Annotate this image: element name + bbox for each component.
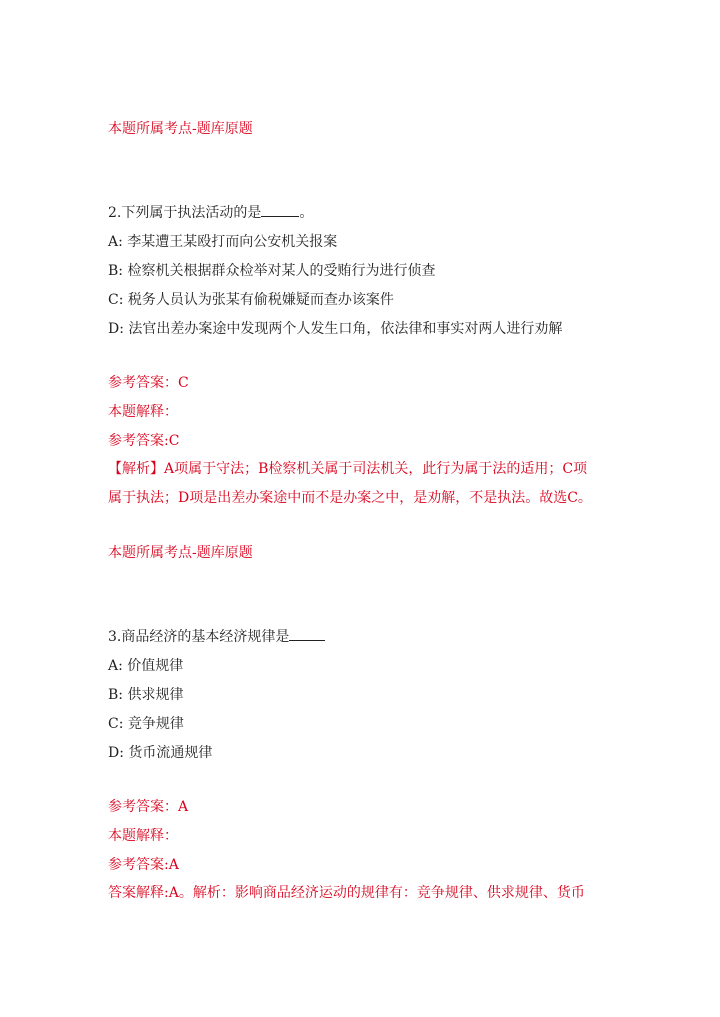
question-2-stem-text: 2.下列属于执法活动的是 [108,205,262,221]
question-3-option-a: A: 价值规律 [108,658,184,674]
question-2-analysis-line-1: 【解析】A项属于守法；B检察机关属于司法机关，此行为属于法的适用；C项 [108,461,588,477]
question-2-option-c: C: 税务人员认为张某有偷税嫌疑而查办该案件 [108,292,394,308]
question-3-answer-repeat: 参考答案:A [108,857,179,873]
question-2-option-a: A: 李某遭王某殴打而向公安机关报案 [108,234,338,250]
question-2-answer: 参考答案：C [108,375,189,391]
source-label-1: 本题所属考点-题库原题 [108,121,253,137]
question-2-option-b: B: 检察机关根据群众检举对某人的受贿行为进行侦查 [108,263,436,279]
question-3-stem [108,627,618,647]
question-3-option-b: B: 供求规律 [108,687,184,703]
question-2-answer-repeat: 参考答案:C [108,433,180,449]
question-3-answer: 参考答案：A [108,799,189,815]
question-2-explain-title: 本题解释： [108,404,178,420]
question-3-stem-text: 3.商品经济的基本经济规律是 [108,629,290,645]
question-3-option-d: D: 货币流通规律 [108,745,213,761]
answer-blank [289,640,325,641]
question-3-explain-title: 本题解释： [108,828,178,844]
question-2-option-d: D: 法官出差办案途中发现两个人发生口角，依法律和事实对两人进行劝解 [108,321,563,337]
question-2-analysis-line-2: 属于执法；D项是出差办案途中而不是办案之中，是劝解，不是执法。故选C。 [108,490,592,506]
question-2-stem [108,203,618,223]
question-3-option-c: C: 竞争规律 [108,716,184,732]
question-2-stem-end: 。 [299,205,314,221]
question-3-analysis-line-1: 答案解释:A。解析：影响商品经济运动的规律有：竞争规律、供求规律、货币 [108,885,585,901]
source-label-2: 本题所属考点-题库原题 [108,545,253,561]
answer-blank [261,216,299,217]
